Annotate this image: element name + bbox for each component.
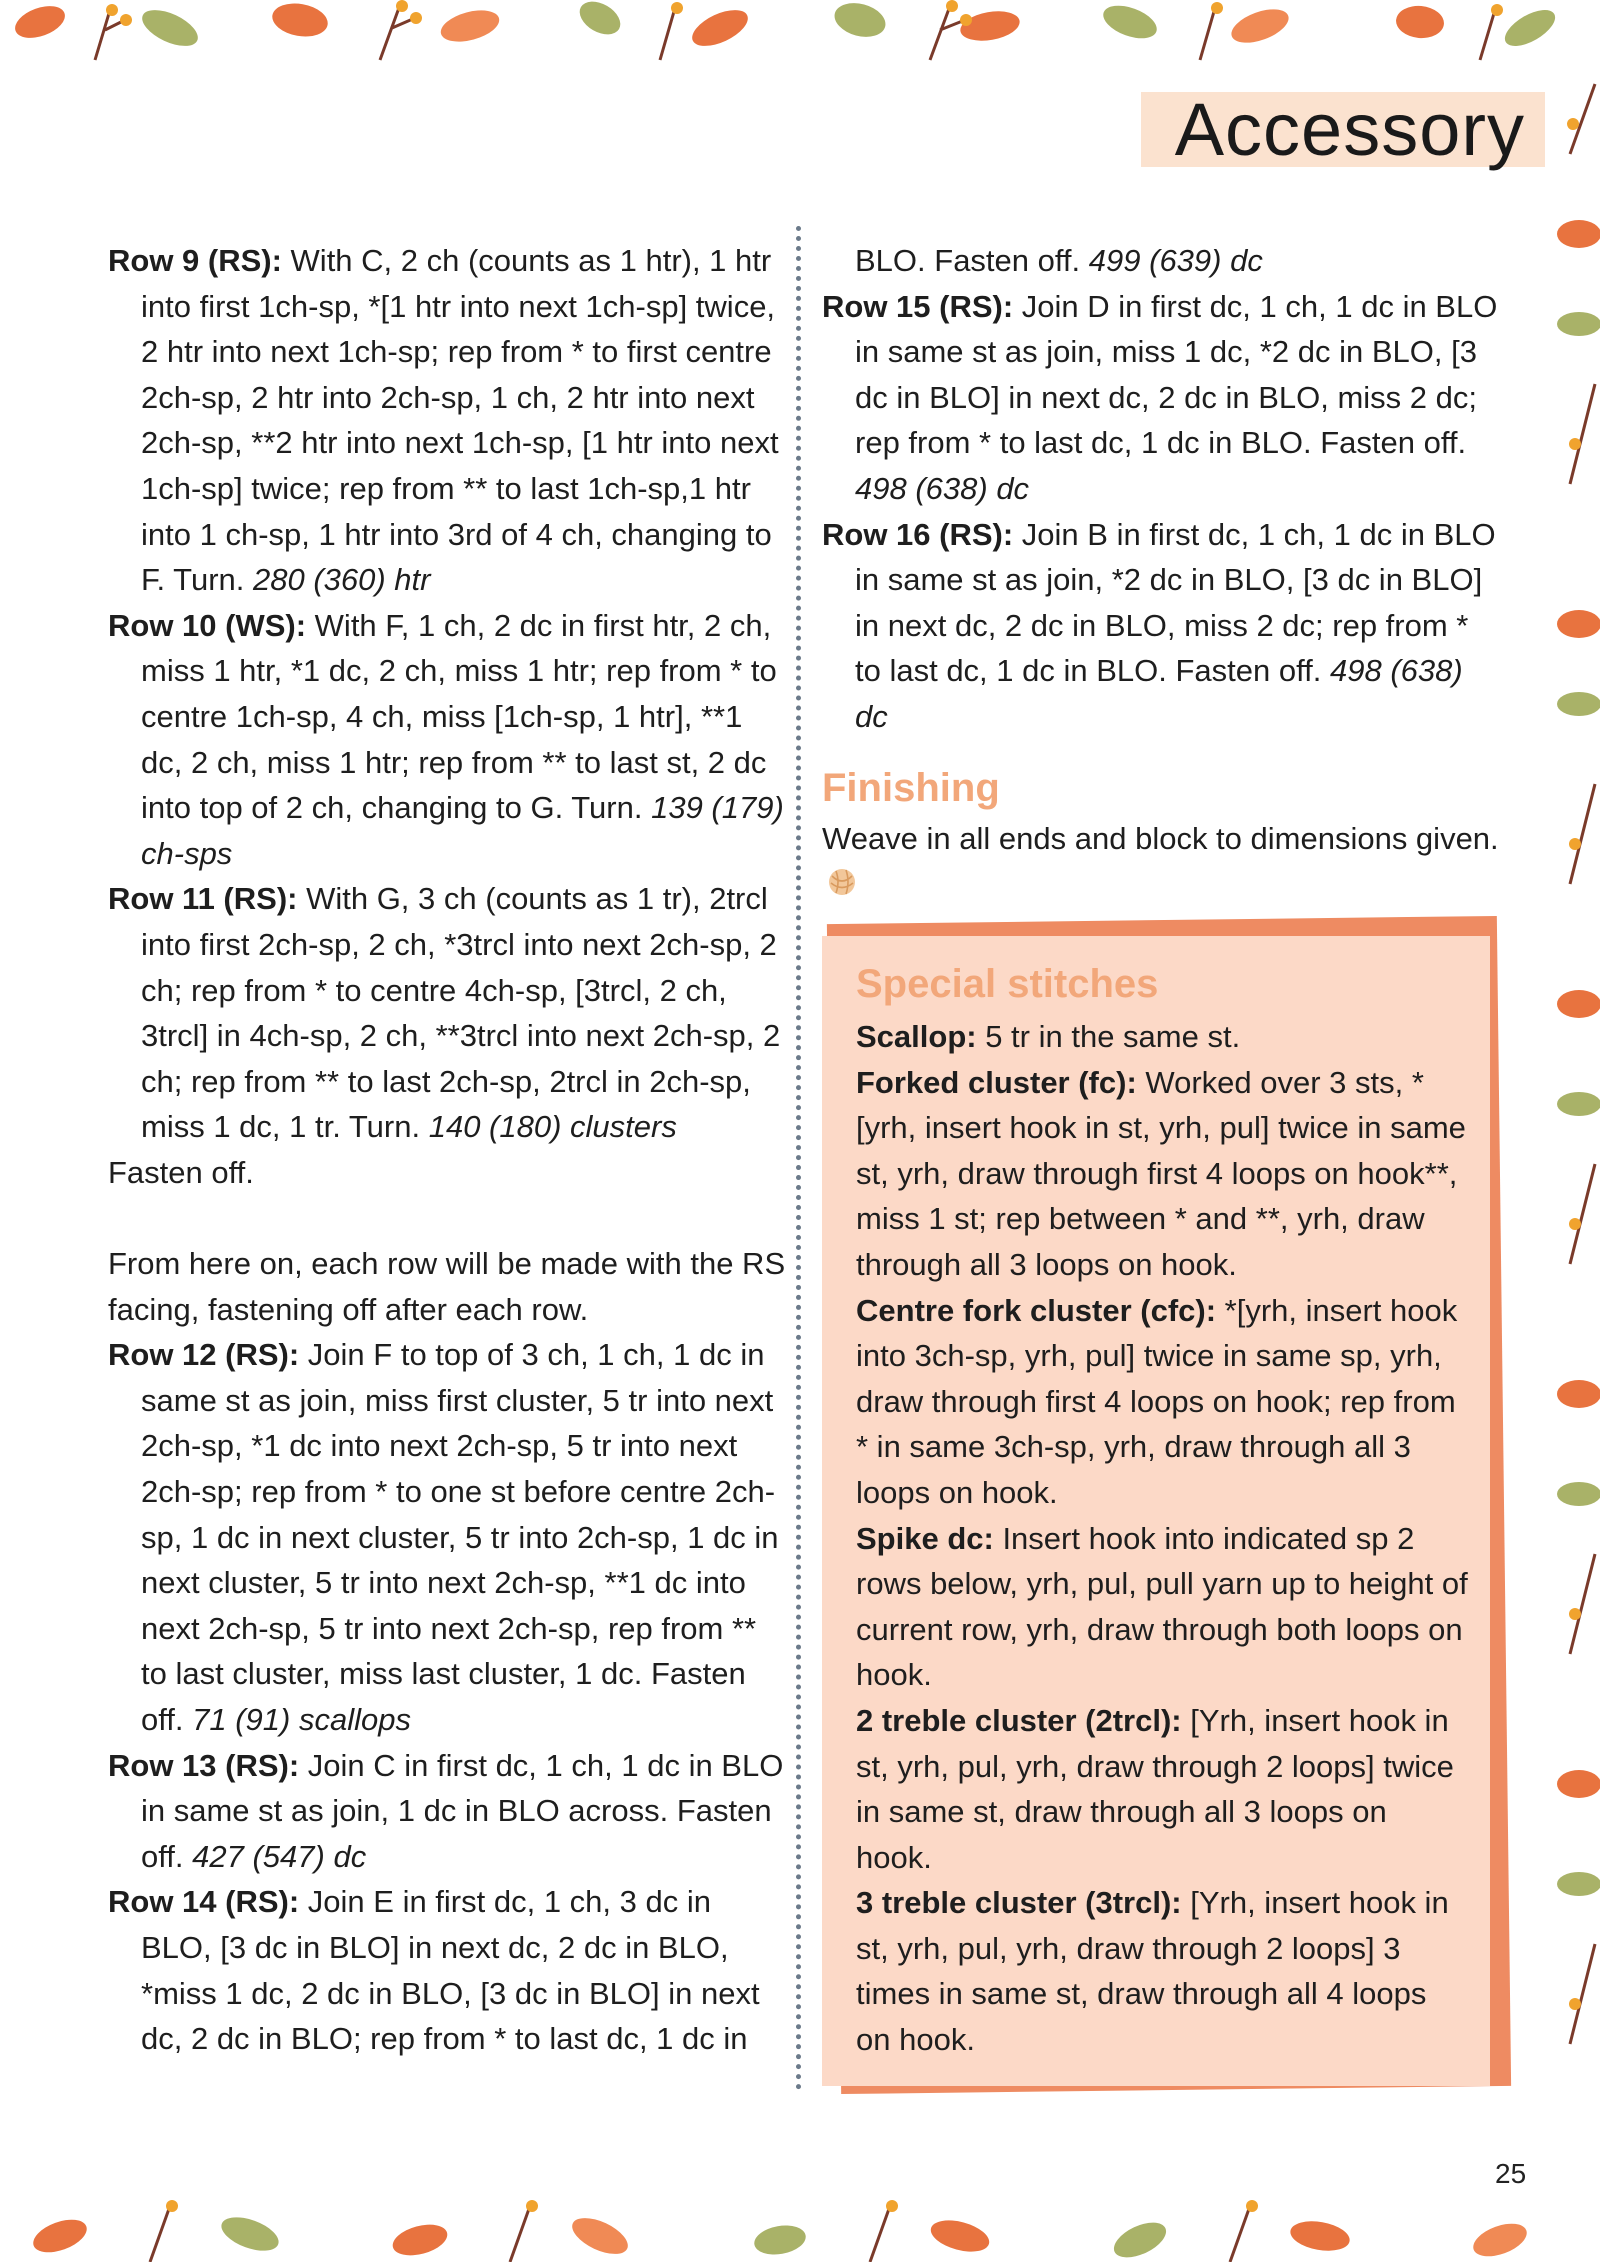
column-divider (796, 226, 801, 2091)
pattern-row-11: Row 11 (RS): With G, 3 ch (counts as 1 tr), 2trcl into first 2ch-sp, 2 ch, *3trcl into next 2ch-sp, 2 ch; rep from * to centre 4ch-sp, [3trcl, 2 ch, 3trcl] in 4ch-sp, 2 ch, **3trcl into next 2ch-sp, 2 ch; rep from ** to last 2ch-sp, 2trcl in 2ch-sp, miss 1 dc, 1 tr. Turn. 140 (180) clusters (108, 881, 781, 1145)
pattern-column-right (822, 238, 1502, 907)
page-number: 25 (1495, 2158, 1527, 2189)
special-stitches-heading: Special stitches (856, 962, 1159, 1006)
stitch-definition: Forked cluster (fc): Worked over 3 sts, *[yrh, insert hook in st, yrh, pul] twice in same st, yrh, draw through first 4 loops on hook**, miss 1 st; rep between * and **, yrh, draw through all 3 loops on hook. (856, 1064, 1466, 1282)
special-stitches-panel (822, 920, 1512, 2100)
rs-facing-note: From here on, each row will be made with the RS facing, fastening off after each row. (108, 1246, 786, 1327)
pattern-row-10: Row 10 (WS): With F, 1 ch, 2 dc in first htr, 2 ch, miss 1 htr, *1 dc, 2 ch, miss 1 htr; rep from * to centre 1ch-sp, 4 ch, miss [1ch-sp, 1 htr], **1 dc, 2 ch, miss 1 htr; rep from ** to last st, 2 dc into top of 2 ch, changing to G. Turn. 139 (179) ch-sps (108, 607, 784, 871)
stitch-definition: Spike dc: Insert hook into indicated sp 2 rows below, yrh, pul, pull yarn up to height of current row, yrh, draw through both loops on hook. (856, 1520, 1468, 1693)
pattern-column-left (108, 238, 790, 2062)
special-stitches-box (822, 936, 1490, 2086)
pattern-row-13: Row 13 (RS): Join C in first dc, 1 ch, 1 dc in BLO in same st as join, 1 dc in BLO across. Fasten off. 427 (547) dc (108, 1747, 784, 1874)
autumn-leaf-border-top (0, 0, 1600, 64)
stitch-definition: Scallop: 5 tr in the same st. (856, 1019, 1241, 1054)
finishing-text: Weave in all ends and block to dimensions given. (822, 816, 1502, 907)
pattern-row-16: Row 16 (RS): Join B in first dc, 1 ch, 1 dc in BLO in same st as join, *2 dc in BLO, [3 dc in BLO] in next dc, 2 dc in BLO, miss 2 dc; rep from * to last dc, 1 dc in BLO. Fasten off. 498 (638) dc (822, 516, 1496, 734)
row-14-continuation: BLO. Fasten off. 499 (639) dc (855, 243, 1263, 278)
pattern-row-14: Row 14 (RS): Join E in first dc, 1 ch, 3 dc in BLO, [3 dc in BLO] in next dc, 2 dc in BLO, *miss 1 dc, 2 dc in BLO, [3 dc in BLO] in next dc, 2 dc in BLO; rep from * to last dc, 1 dc in (108, 1884, 760, 2057)
pattern-row-15: Row 15 (RS): Join D in first dc, 1 ch, 1 dc in BLO in same st as join, miss 1 dc, *2 dc in BLO, [3 dc in BLO] in next dc, 2 dc in BLO, miss 2 dc; rep from * to last dc, 1 dc in BLO. Fasten off. 498 (638) dc (822, 288, 1498, 506)
autumn-leaf-border-right (1545, 64, 1600, 2194)
stitch-definition: Centre fork cluster (cfc): *[yrh, insert hook into 3ch-sp, yrh, pul] twice in same sp, yrh, draw through first 4 loops on hook; rep from * in same 3ch-sp, yrh, draw through all 3 loops on hook. (856, 1292, 1458, 1510)
section-title: Accessory (1174, 88, 1525, 171)
finishing-heading: Finishing (822, 765, 1000, 810)
fasten-off-text: Fasten off. (108, 1154, 254, 1190)
leaf-icon (11, 0, 1561, 53)
section-tab (1141, 88, 1545, 171)
stitch-definition: 2 treble cluster (2trcl): [Yrh, insert hook in st, yrh, pul, yrh, draw through 2 loops] twice in same st, draw through all 3 loops on hook. (856, 1702, 1454, 1875)
autumn-leaf-border-bottom (0, 2196, 1600, 2262)
pattern-row-12: Row 12 (RS): Join F to top of 3 ch, 1 ch, 1 dc in same st as join, miss first cluster, 5 tr into next 2ch-sp, *1 dc into next 2ch-sp, 5 tr into next 2ch-sp; rep from * to one st before centre 2ch-sp, 1 dc in next cluster, 5 tr into 2ch-sp, 1 dc in next cluster, 5 tr into next 2ch-sp, **1 dc into next 2ch-sp, 5 tr into next 2ch-sp, rep from ** to last cluster, miss last cluster, 1 dc. Fasten off. 71 (91) scallops (108, 1337, 779, 1737)
pattern-row-9: Row 9 (RS): With C, 2 ch (counts as 1 htr), 1 htr into first 1ch-sp, *[1 htr into next 1ch-sp] twice, 2 htr into next 1ch-sp; rep from * to first centre 2ch-sp, 2 htr into 2ch-sp, 1 ch, 2 htr into next 2ch-sp, **2 htr into next 1ch-sp, [1 htr into next 1ch-sp] twice; rep from ** to last 1ch-sp,1 htr into 1 ch-sp, 1 htr into 3rd of 4 ch, changing to F. Turn. 280 (360) htr (108, 243, 779, 598)
stitch-definition: 3 treble cluster (3trcl): [Yrh, insert hook in st, yrh, pul, yrh, draw through 2 loops] 3 times in same st, draw through all 4 loops on hook. (856, 1885, 1449, 2058)
yarn-ball-icon (826, 866, 858, 898)
